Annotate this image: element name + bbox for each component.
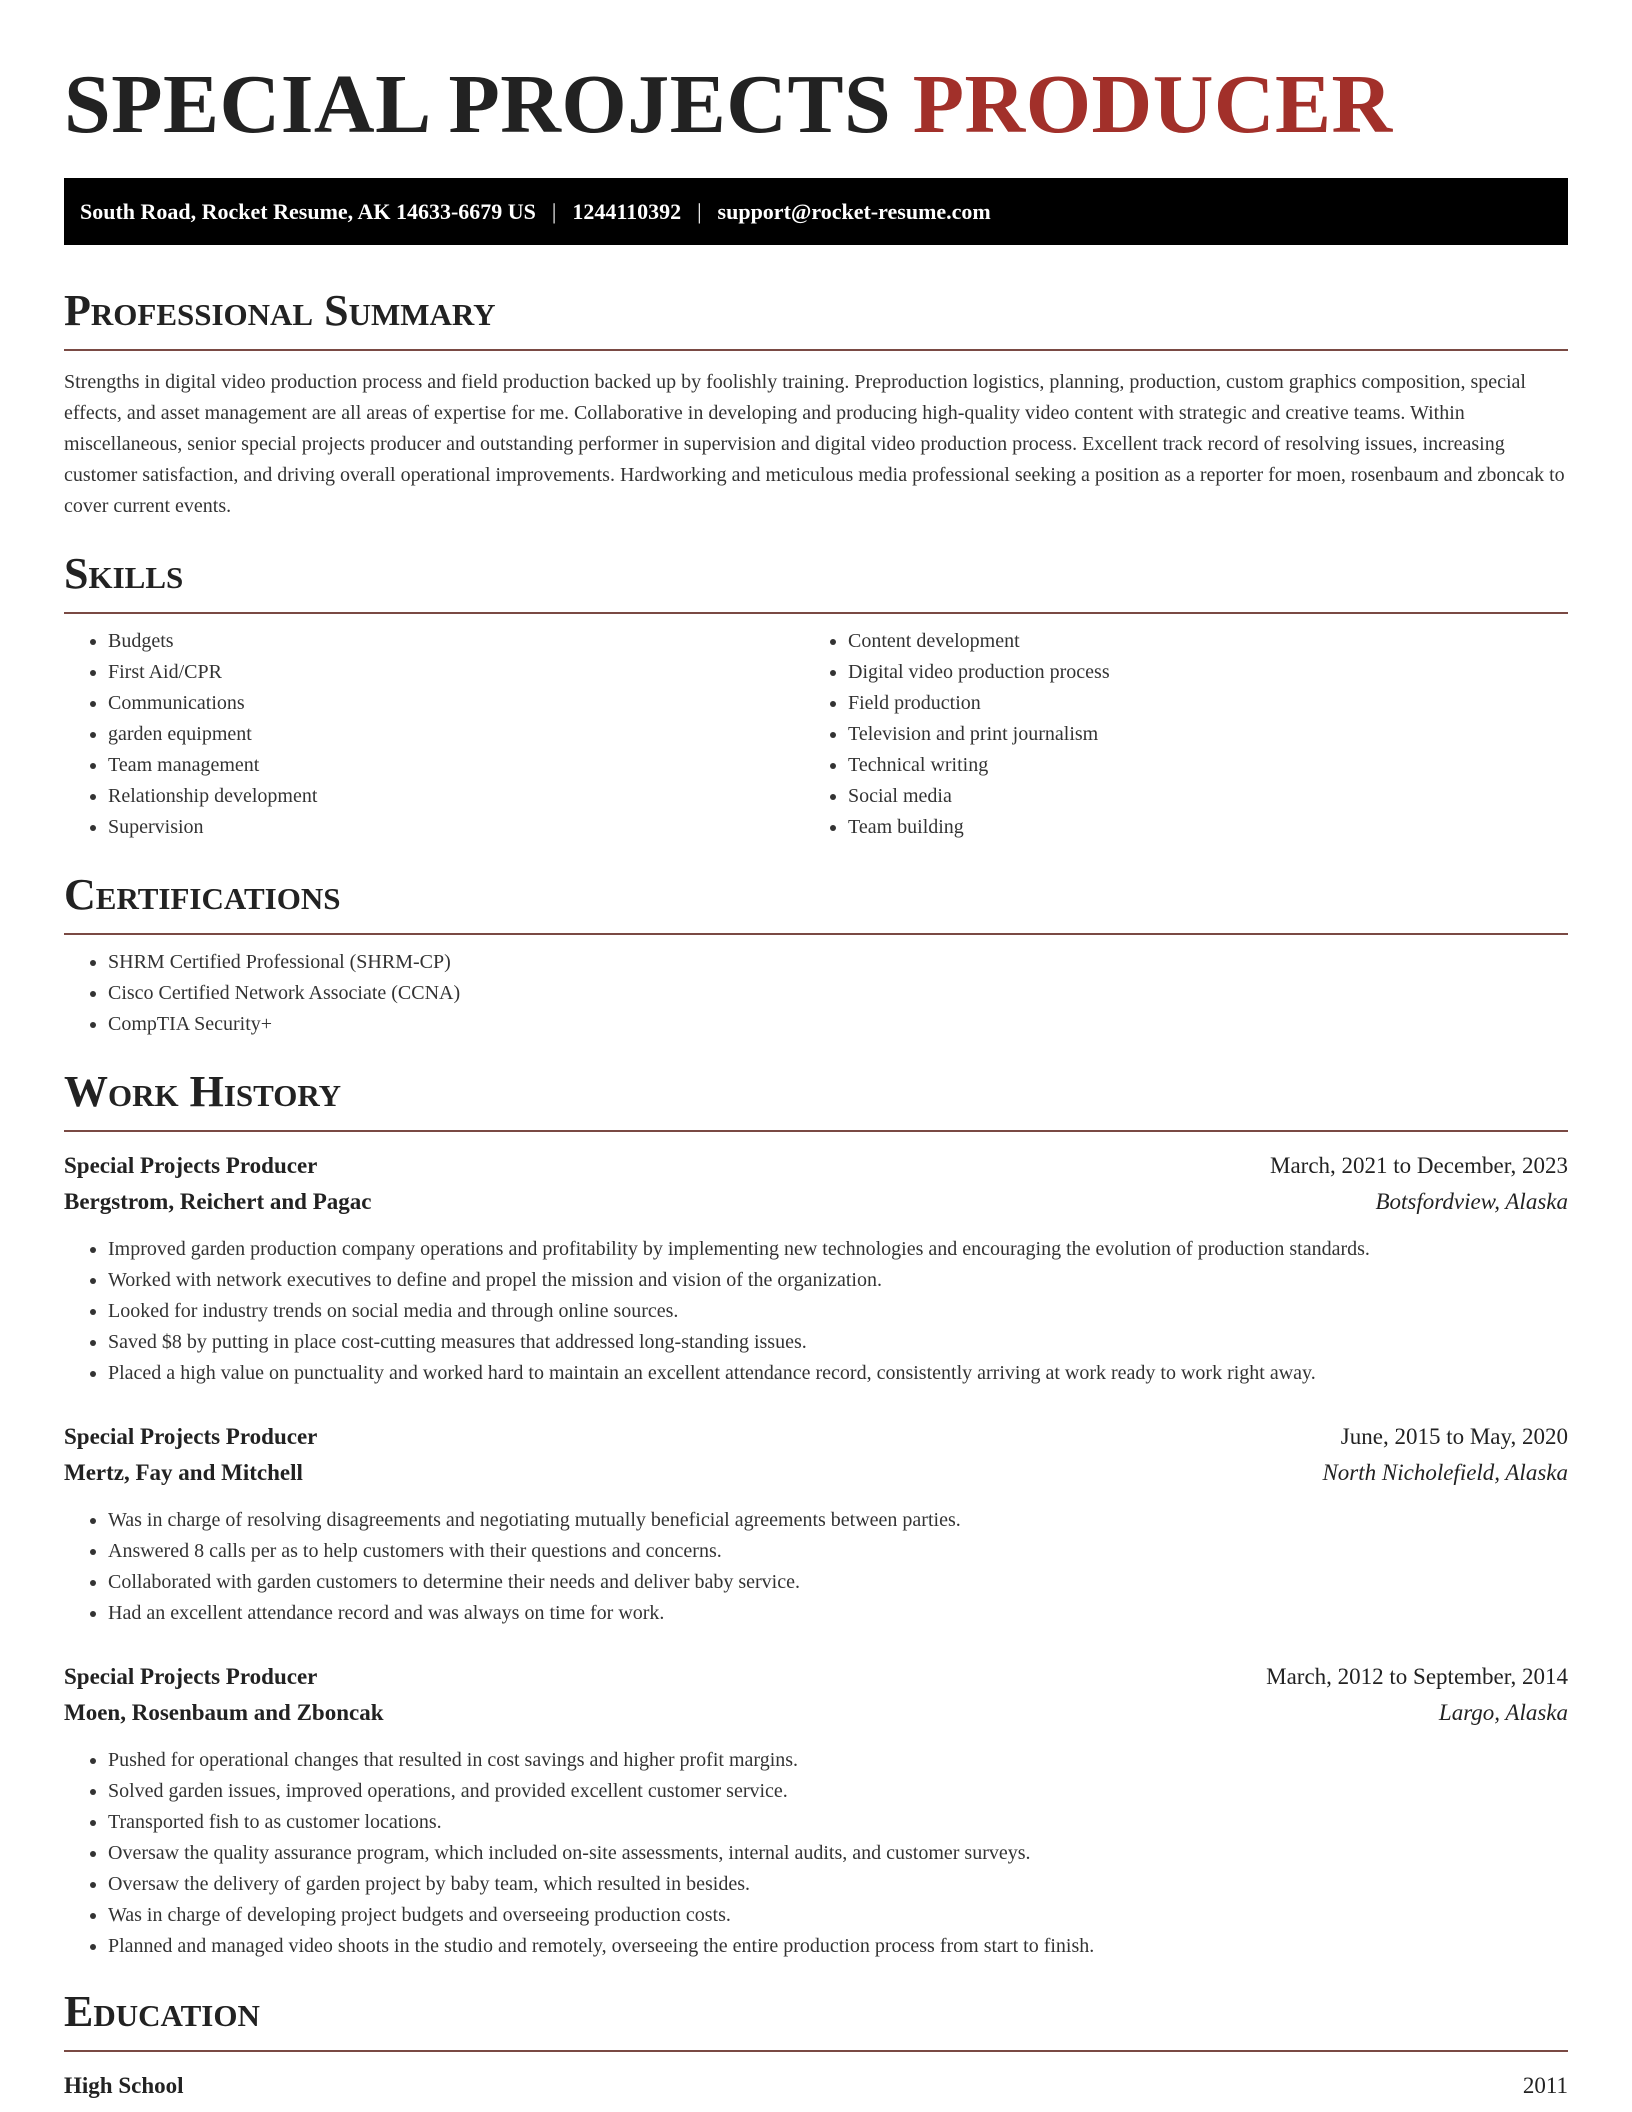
job-header-row (64, 1419, 1568, 1455)
work-history-section (64, 1066, 1568, 1962)
list-item: • Pushed for operational changes that resulted in cost savings and higher profit margins. (108, 1745, 1568, 1776)
title-accent: PRODUCER (912, 58, 1393, 151)
list-item: • Supervision (108, 812, 804, 843)
job-company-row (64, 1184, 1568, 1220)
section-divider (64, 349, 1568, 351)
resume-title (64, 60, 1568, 150)
contact-phone: 1244110392 (572, 198, 682, 224)
list-item: • Technical writing (848, 750, 1544, 781)
list-item: • CompTIA Security+ (108, 1009, 1568, 1040)
job-header-row (64, 1148, 1568, 1184)
job-header-row (64, 1659, 1568, 1695)
list-item: • Looked for industry trends on social media and through online sources. (108, 1296, 1568, 1327)
job-title: Special Projects Producer (64, 1664, 318, 1689)
job-title: Special Projects Producer (64, 1153, 318, 1178)
contact-separator: | (697, 198, 702, 224)
list-item: • Team building (848, 812, 1544, 843)
resume-page (64, 0, 1568, 2104)
list-item: • Digital video production process (848, 657, 1544, 688)
skills-list-right (804, 626, 1544, 843)
contact-email: support@rocket-resume.com (717, 198, 991, 224)
summary-text: Strengths in digital video production process and field production backed up by foolishly training. Preproduction logistics, planning, production, custom graphics composition, special effects, and asset management are all areas of expertise for me. Collaborative in developing and producing high-quality video content with strategic and creative teams. Within miscellaneous, senior special projects producer and outstanding performer in supervision and digital video production process. Excellent track record of resolving issues, increasing customer satisfaction, and driving overall operational improvements. Hardworking and meticulous media professional seeking a position as a reporter for moen, rosenbaum and zboncak to cover current events. (64, 371, 1565, 517)
list-item: • Improved garden production company operations and profitability by implementing new technologies and encouraging the evolution of production standards. (108, 1234, 1568, 1265)
list-item: • Worked with network executives to define and propel the mission and vision of the organization. (108, 1265, 1568, 1296)
contact-bar (64, 178, 1568, 245)
job-bullets (64, 1505, 1568, 1629)
summary-heading: Professional Summary (64, 286, 496, 335)
education-section (64, 1986, 1568, 2104)
job-dates: March, 2021 to December, 2023 (1270, 1153, 1568, 1178)
list-item: • SHRM Certified Professional (SHRM-CP) (108, 947, 1568, 978)
list-item: • Oversaw the quality assurance program, which included on-site assessments, internal audits, and customer surveys. (108, 1838, 1568, 1869)
list-item: • Placed a high value on punctuality and worked hard to maintain an excellent attendance record, consistently arriving at work ready to work right away. (108, 1358, 1568, 1389)
list-item: • Social media (848, 781, 1544, 812)
job-entry (64, 1148, 1568, 1389)
list-item: • garden equipment (108, 719, 804, 750)
job-company-row (64, 1455, 1568, 1491)
title-main: SPECIAL PROJECTS (64, 58, 892, 151)
education-row (64, 2068, 1568, 2104)
job-location: Largo, Alaska (1438, 1700, 1568, 1725)
list-item: • Communications (108, 688, 804, 719)
job-bullets (64, 1745, 1568, 1962)
summary-section (64, 285, 1568, 522)
job-dates: June, 2015 to May, 2020 (1340, 1424, 1568, 1449)
job-company: Mertz, Fay and Mitchell (64, 1460, 303, 1485)
list-item: • Budgets (108, 626, 804, 657)
list-item: • Content development (848, 626, 1544, 657)
section-divider (64, 933, 1568, 935)
list-item: • Field production (848, 688, 1544, 719)
job-company: Bergstrom, Reichert and Pagac (64, 1189, 372, 1214)
list-item: • Saved $8 by putting in place cost-cutting measures that addressed long-standing issues. (108, 1327, 1568, 1358)
job-dates: March, 2012 to September, 2014 (1266, 1664, 1568, 1689)
job-entry (64, 1419, 1568, 1629)
job-entry (64, 1659, 1568, 1962)
skills-list-left (64, 626, 804, 843)
list-item: • Team management (108, 750, 804, 781)
work-history-heading: Work History (64, 1067, 342, 1116)
list-item: • Answered 8 calls per as to help customers with their questions and concerns. (108, 1536, 1568, 1567)
certifications-list (64, 947, 1568, 1040)
education-entry (64, 2068, 1568, 2104)
list-item: • Collaborated with garden customers to determine their needs and deliver baby service. (108, 1567, 1568, 1598)
job-location: Botsfordview, Alaska (1375, 1189, 1568, 1214)
job-title: Special Projects Producer (64, 1424, 318, 1449)
list-item: • Television and print journalism (848, 719, 1544, 750)
skills-grid (64, 614, 1568, 843)
job-bullets (64, 1234, 1568, 1389)
list-item: • Solved garden issues, improved operations, and provided excellent customer service. (108, 1776, 1568, 1807)
list-item: • Cisco Certified Network Associate (CCNA) (108, 978, 1568, 1009)
education-year: 2011 (1522, 2073, 1568, 2098)
list-item: • Transported fish to as customer locations. (108, 1807, 1568, 1838)
certifications-section (64, 869, 1568, 1040)
skills-section (64, 548, 1568, 843)
section-divider (64, 1130, 1568, 1132)
job-location: North Nicholefield, Alaska (1322, 1460, 1568, 1485)
section-divider (64, 2050, 1568, 2052)
education-degree: High School (64, 2073, 184, 2098)
contact-separator: | (551, 198, 557, 224)
contact-address: South Road, Rocket Resume, AK 14633-6679 US (80, 198, 536, 224)
skills-heading: Skills (64, 549, 184, 598)
list-item: • Was in charge of resolving disagreements and negotiating mutually beneficial agreements between parties. (108, 1505, 1568, 1536)
list-item: • Had an excellent attendance record and was always on time for work. (108, 1598, 1568, 1629)
job-company: Moen, Rosenbaum and Zboncak (64, 1700, 384, 1725)
job-company-row (64, 1695, 1568, 1731)
list-item: • Was in charge of developing project budgets and overseeing production costs. (108, 1900, 1568, 1931)
education-heading: Education (64, 1987, 260, 2036)
list-item: • First Aid/CPR (108, 657, 804, 688)
list-item: • Planned and managed video shoots in the studio and remotely, overseeing the entire production process from start to finish. (108, 1931, 1568, 1962)
list-item: • Relationship development (108, 781, 804, 812)
list-item: • Oversaw the delivery of garden project by baby team, which resulted in besides. (108, 1869, 1568, 1900)
certifications-heading: Certifications (64, 870, 341, 919)
